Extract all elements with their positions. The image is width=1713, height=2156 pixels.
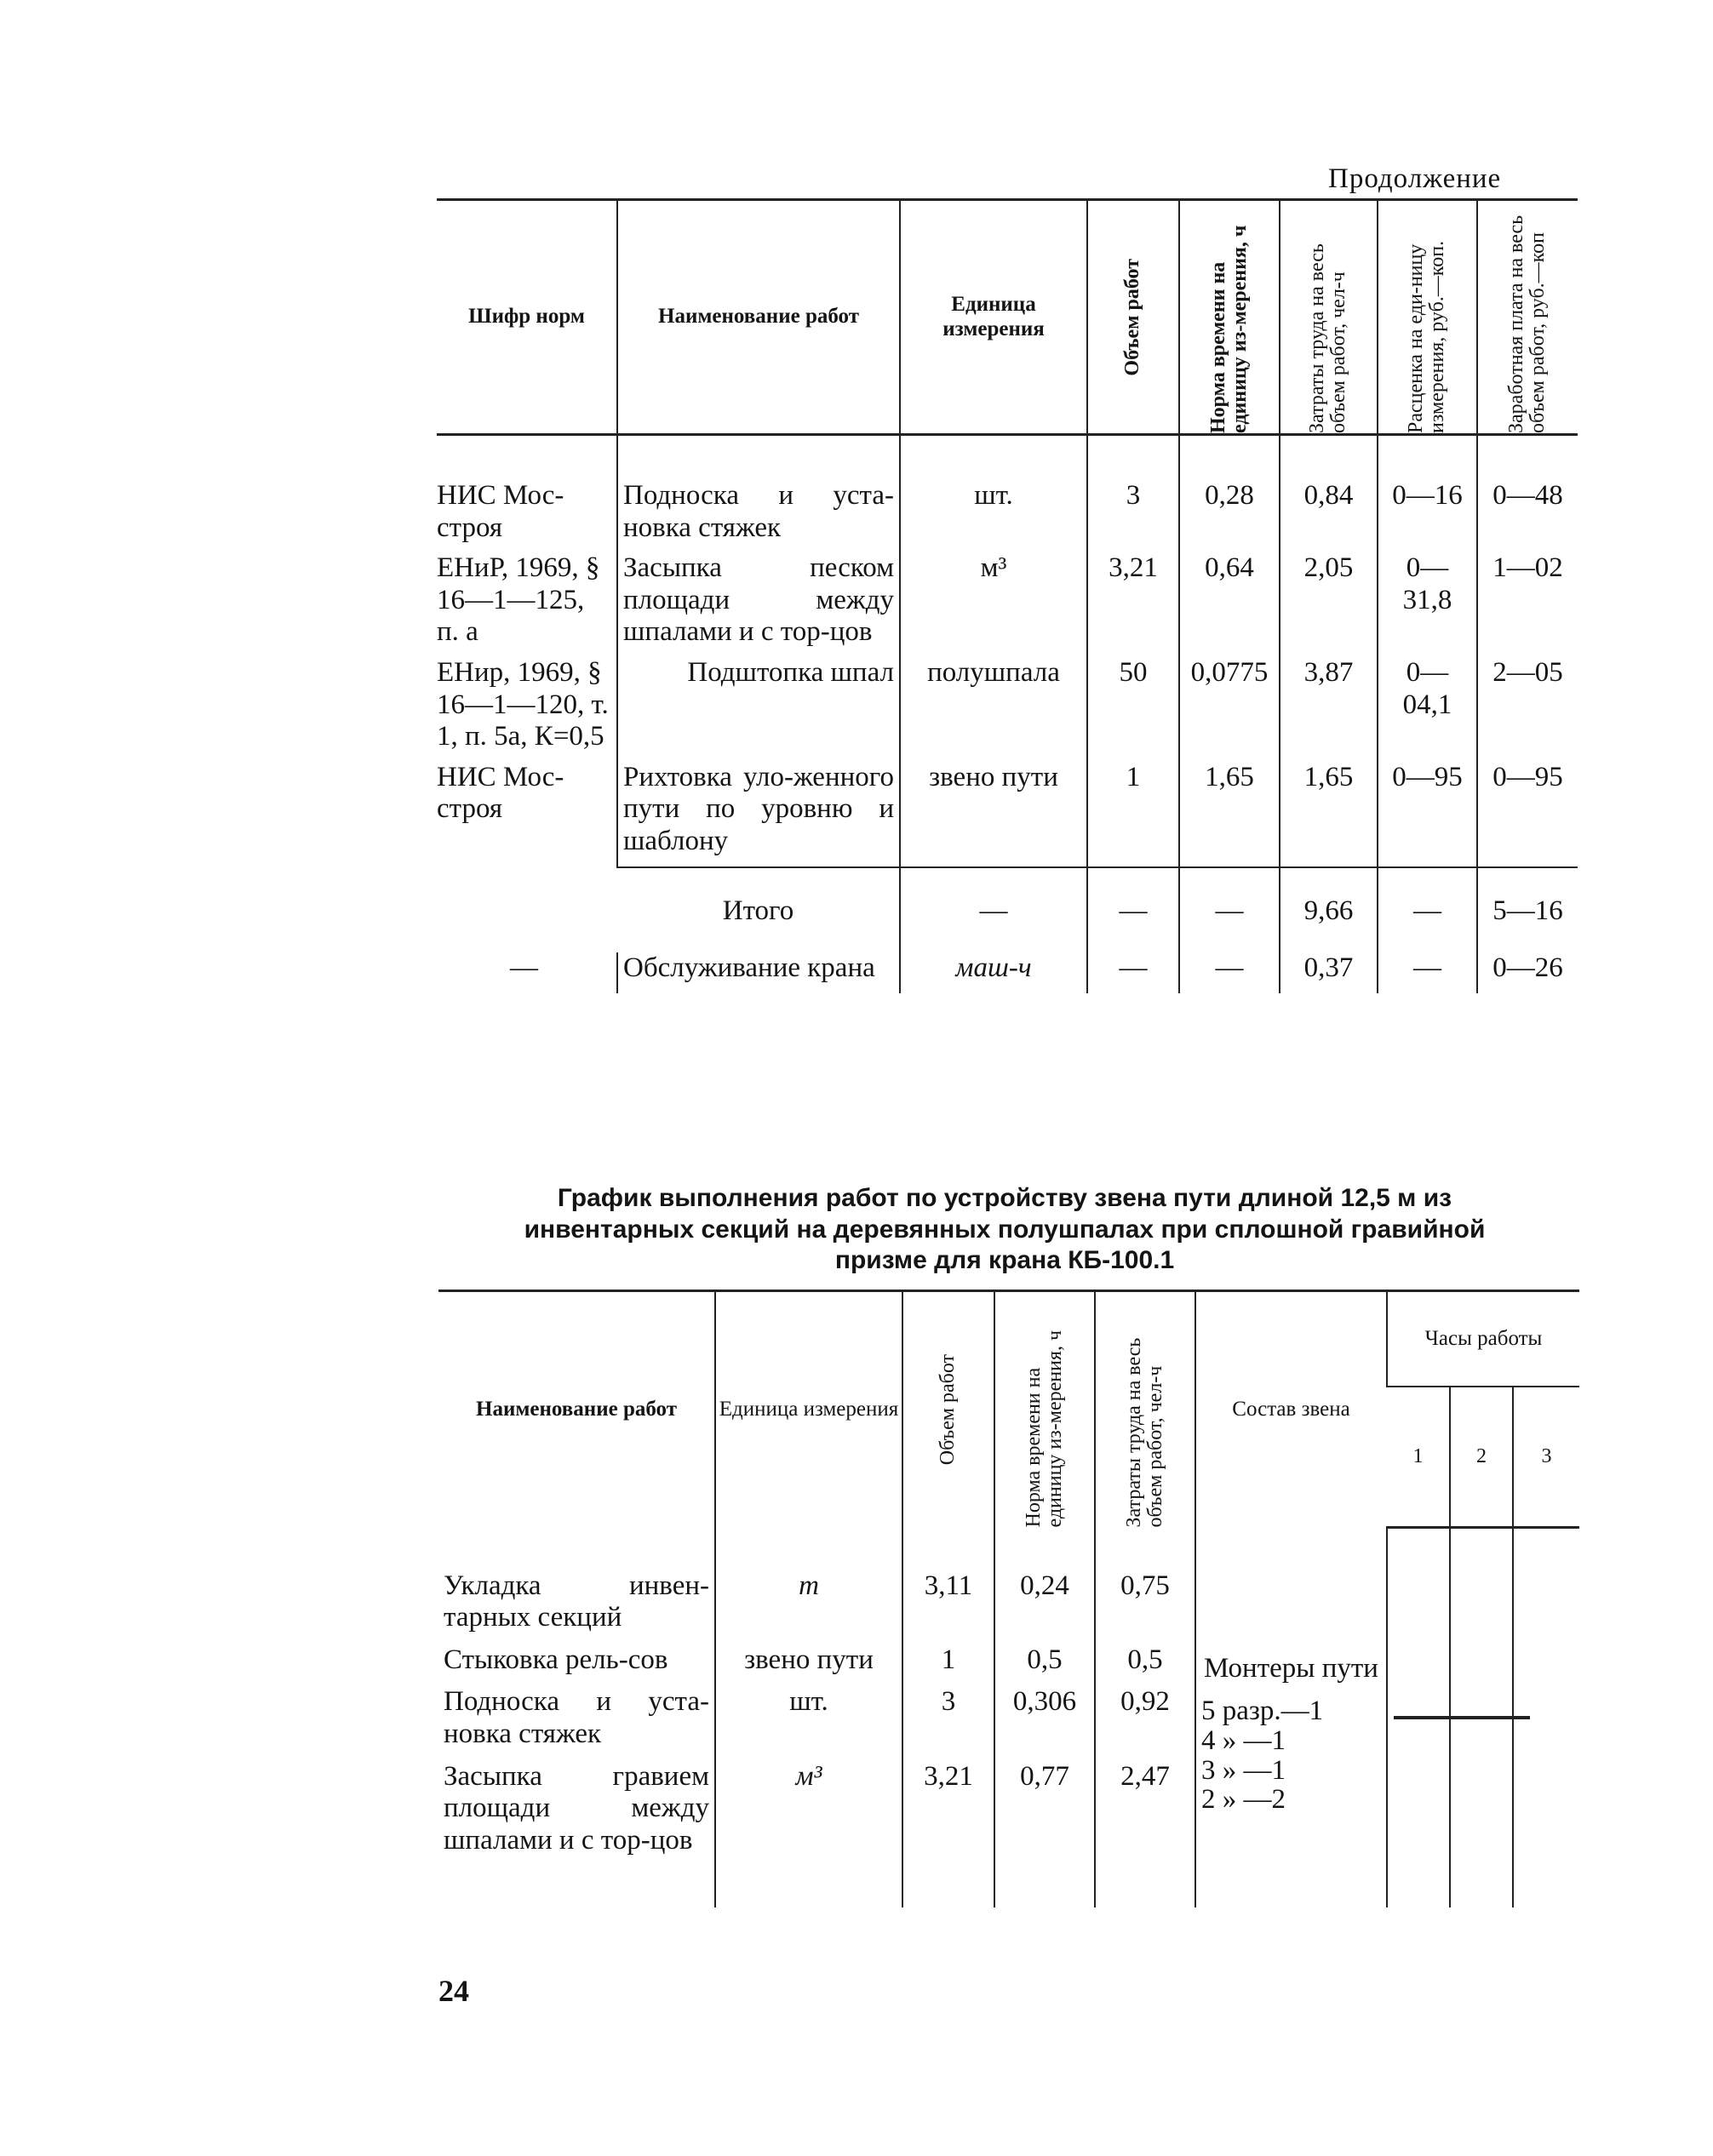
header-code: Шифр норм	[437, 200, 617, 435]
cell-unit: полушпала	[900, 657, 1087, 762]
cell-volume: 50	[1087, 657, 1179, 762]
cell-name: Засыпка гравием площади между шпалами и с тор-цов	[444, 1760, 709, 1856]
table-row	[437, 435, 1578, 553]
cell-volume: 3,21	[902, 1761, 994, 1908]
header-hours: Часы работы	[1387, 1291, 1579, 1387]
header-wage: Заработная плата на весь объем работ, руб.—коп	[1505, 214, 1550, 433]
header-volume: Объем работ	[937, 1354, 960, 1466]
cell-unit: т	[715, 1528, 902, 1644]
continuation-label: Продолжение	[1328, 163, 1502, 194]
cell-labor: 0,75	[1095, 1528, 1195, 1644]
crew-line: 2 » —2	[1201, 1784, 1286, 1816]
total-wage: 5—16	[1477, 867, 1578, 953]
cell-unit: шт.	[900, 435, 1087, 553]
service-wage: 0—26	[1477, 952, 1578, 993]
section-title: График выполнения работ по устройству звена пути длиной 12,5 м из инвентарных секций на деревянных полушпалах при сплошной гравийной призме для крана КБ-100.1	[524, 1184, 1486, 1275]
cell-rate: 0—31,8	[1378, 552, 1477, 657]
cell-rate: 0—95	[1378, 762, 1477, 867]
cell-unit: м³	[715, 1761, 902, 1908]
cell-name: Укладка инвен-тарных секций	[444, 1570, 709, 1633]
cell-unit: шт.	[715, 1686, 902, 1760]
table-row	[438, 1528, 1579, 1644]
cell-labor: 3,87	[1280, 657, 1378, 762]
header-time-norm: Норма времени на единицу из-мерения, ч	[1022, 1330, 1066, 1528]
cell-volume: 3	[902, 1686, 994, 1760]
total-time-norm: —	[1179, 867, 1280, 953]
crew-line: 3 » —1	[1201, 1754, 1286, 1786]
header-rate: Расценка на еди-ницу измерения, руб.—коп.	[1405, 240, 1449, 433]
cell-volume: 3,11	[902, 1528, 994, 1644]
table-row	[437, 762, 1578, 867]
table-row	[437, 657, 1578, 762]
norms-table	[437, 198, 1578, 993]
schedule-table	[438, 1290, 1579, 1907]
cell-name: Рихтовка уло-женного пути по уровню и шаблону	[617, 762, 900, 867]
header-hour-1: 1	[1387, 1387, 1450, 1528]
cell-time-norm: 0,28	[1179, 435, 1280, 553]
header-volume: Объем работ	[1121, 258, 1144, 376]
header-name: Наименование работ	[617, 200, 900, 435]
cell-name: Подноска и уста-новка стяжек	[444, 1686, 709, 1749]
cell-labor: 0,5	[1095, 1644, 1195, 1687]
cell-labor: 1,65	[1280, 762, 1378, 867]
cell-unit: звено пути	[900, 762, 1087, 867]
cell-labor: 2,47	[1095, 1761, 1195, 1908]
service-volume: —	[1087, 952, 1179, 993]
header-unit: Единица измерения	[900, 200, 1087, 435]
header-hour-2: 2	[1450, 1387, 1513, 1528]
cell-code: ЕНир, 1969, § 16—1—120, т. 1, п. 5а, К=0,5	[437, 657, 609, 752]
cell-code: НИС Мос-строя	[437, 761, 564, 825]
cell-volume: 3,21	[1087, 552, 1179, 657]
header-name: Наименование работ	[438, 1291, 715, 1528]
service-name: Обслуживание крана	[617, 952, 900, 993]
cell-time-norm: 0,0775	[1179, 657, 1280, 762]
cell-name: Подштопка шпал	[617, 657, 900, 762]
crew-line: 5 разр.—1	[1201, 1696, 1324, 1727]
cell-unit: м³	[900, 552, 1087, 657]
cell-name: Засыпка песком площади между шпалами и с тор-цов	[617, 552, 900, 657]
total-volume: —	[1087, 867, 1179, 953]
header-labor: Затраты труда на весь объем работ, чел-ч	[1306, 243, 1350, 433]
total-labor: 9,66	[1280, 867, 1378, 953]
table-row	[437, 552, 1578, 657]
cell-rate: 0—16	[1378, 435, 1477, 553]
cell-labor: 0,92	[1095, 1686, 1195, 1760]
service-time-norm: —	[1179, 952, 1280, 993]
header-labor: Затраты труда на весь объем работ, чел-ч	[1122, 1337, 1166, 1528]
service-labor: 0,37	[1280, 952, 1378, 993]
header-unit: Единица измерения	[715, 1291, 902, 1528]
cell-wage: 1—02	[1477, 552, 1578, 657]
crew-list	[1201, 1696, 1381, 1815]
crew-cell	[1195, 1528, 1387, 1908]
service-rate: —	[1378, 952, 1477, 993]
cell-name: Стыковка рель-сов	[444, 1644, 668, 1675]
cell-volume: 3	[1087, 435, 1179, 553]
service-unit: маш-ч	[900, 952, 1087, 993]
cell-unit: звено пути	[715, 1644, 902, 1687]
cell-time-norm: 0,24	[994, 1528, 1095, 1644]
cell-wage: 0—48	[1477, 435, 1578, 553]
page-number: 24	[438, 1974, 469, 2008]
header-time-norm: Норма времени на единицу из-мерения, ч	[1206, 225, 1251, 433]
cell-name: Подноска и уста-новка стяжек	[617, 435, 900, 553]
cell-time-norm: 0,5	[994, 1644, 1095, 1687]
service-row	[437, 952, 1578, 993]
total-rate: —	[1378, 867, 1477, 953]
total-label: Итого	[617, 867, 900, 953]
cell-code: ЕНиР, 1969, § 16—1—125, п. а	[437, 552, 600, 648]
cell-wage: 2—05	[1477, 657, 1578, 762]
cell-labor: 2,05	[1280, 552, 1378, 657]
cell-code: НИС Мос-строя	[437, 480, 564, 543]
header-hour-3: 3	[1513, 1387, 1579, 1528]
service-code: —	[510, 952, 538, 984]
cell-time-norm: 0,306	[994, 1686, 1095, 1760]
cell-time-norm: 0,77	[994, 1761, 1095, 1908]
cell-time-norm: 1,65	[1179, 762, 1280, 867]
crew-title: Монтеры пути	[1204, 1652, 1378, 1684]
total-unit: —	[900, 867, 1087, 953]
cell-volume: 1	[1087, 762, 1179, 867]
cell-time-norm: 0,64	[1179, 552, 1280, 657]
header-crew: Состав звена	[1195, 1291, 1387, 1528]
cell-volume: 1	[902, 1644, 994, 1687]
cell-labor: 0,84	[1280, 435, 1378, 553]
cell-rate: 0—04,1	[1378, 657, 1477, 762]
schedule-bar	[1394, 1716, 1530, 1719]
crew-line: 4 » —1	[1201, 1725, 1286, 1757]
cell-wage: 0—95	[1477, 762, 1578, 867]
total-row	[437, 867, 1578, 953]
